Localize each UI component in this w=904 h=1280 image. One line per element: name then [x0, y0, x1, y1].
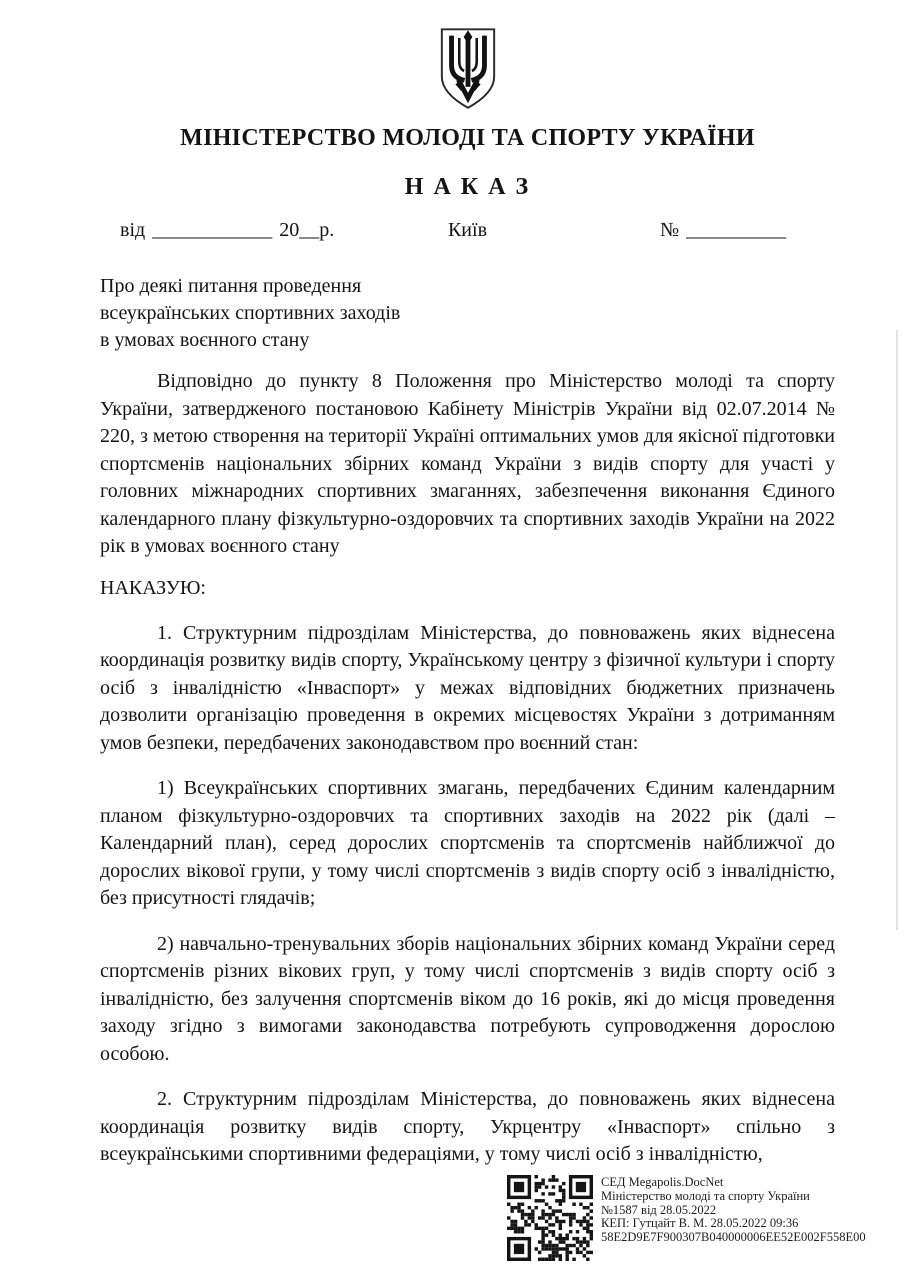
paragraph-1-2: 2) навчально-тренувальних зборів національних збірних команд України серед спортсменів різних вікових груп, у тому числі спортсменів з видів спорту осіб з інвалідністю, без залучення спортсменів віком до 16 років, які до місця проведення заходу згідно з вимогами законодавства потребують супроводження дорослою особою.: [100, 932, 835, 1065]
number-sign: №: [660, 219, 680, 241]
order-title: Н А К А З: [404, 174, 531, 200]
qr-code-icon: [507, 1175, 593, 1261]
subject-line-3: в умовах воєнного стану: [100, 329, 310, 351]
subject-line-2: всеукраїнських спортивних заходів: [100, 302, 401, 324]
stamp-hash: 58E2D9E7F900307B040000006EE52E002F558E00: [601, 1230, 866, 1245]
stamp-signature: КЕП: Гутцайт В. М. 28.05.2022 09:36: [601, 1216, 799, 1231]
scan-edge-artifact: [896, 330, 898, 930]
number-blank: __________: [686, 219, 787, 241]
stamp-org: Міністерство молоді та спорту України: [601, 1188, 810, 1203]
paragraph-1: 1. Структурним підрозділам Міністерства, до повноважень яких віднесена координація розвитку видів спорту, Українському центру з фізичної культури і спорту осіб з інвалідністю «Інваспорт» у межах відповідних бюджетних призначень дозволити організацію проведення в окремих місцевостях України з дотриманням умов безпеки, передбачених законодавством про воєнний стан:: [100, 621, 835, 754]
stamp-text: [601, 1175, 866, 1245]
electronic-stamp: [507, 1175, 866, 1261]
ministry-name: МІНІСТЕРСТВО МОЛОДІ ТА СПОРТУ УКРАЇНИ: [180, 125, 755, 151]
from-label: від: [120, 219, 146, 241]
preamble-paragraph: Відповідно до пункту 8 Положення про Міністерство молоді та спорту України, затвердженого постановою Кабінету Міністрів України від 02.07.2014 № 220, з метою створення на території Україні оптимальних умов для якісної підготовки спортсменів національних збірних команд України з видів спорту для участі у головних міжнародних спортивних змаганнях, забезпечення виконання Єдиного календарного плану фізкультурно-оздоровчих та спортивних заходів України на 2022 рік в умовах воєнного стану: [100, 370, 835, 557]
paragraph-2: 2. Структурним підрозділам Міністерства, до повноважень яких віднесена координація розвитку видів спорту, Укрцентру «Інваспорт» спільно з всеукраїнськими спортивними федераціями, у тому числі осіб з інвалідністю,: [100, 1088, 835, 1165]
date-blank: ____________: [152, 219, 273, 241]
date-row: [100, 219, 835, 245]
document-content: [100, 0, 835, 1169]
number-line: [660, 219, 786, 242]
subject-block: [100, 273, 835, 354]
stamp-system: СЕД Megapolis.DocNet: [601, 1175, 724, 1189]
stamp-number-date: №1587 від 28.05.2022: [601, 1202, 717, 1217]
city-label: Київ: [447, 219, 488, 241]
coat-of-arms: [100, 0, 835, 112]
resolve-heading: НАКАЗУЮ:: [100, 576, 206, 599]
paragraph-1-1: 1) Всеукраїнських спортивних змагань, передбачених Єдиним календарним планом фізкультурно-оздоровчих та спортивних заходів на 2022 рік (далі – Календарний план), серед дорослих спортсменів та спортсменів найближчої до дорослих вікової групи, у тому числі спортсменів з видів спорту осіб з інвалідністю, без присутності глядачів;: [100, 777, 835, 909]
year-suffix: 20__р.: [279, 219, 335, 241]
subject-line-1: Про деякі питання проведення: [100, 275, 362, 297]
ukraine-trident-icon: [437, 26, 499, 112]
